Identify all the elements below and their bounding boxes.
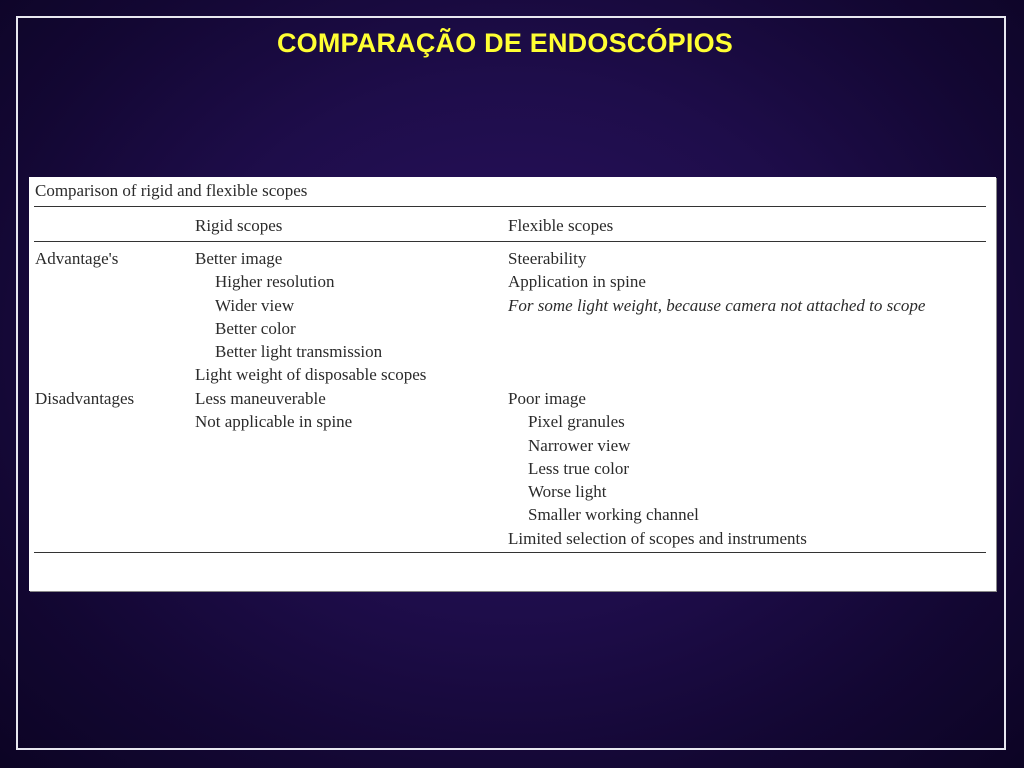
disadvantages-flexible-list — [508, 387, 807, 550]
table-caption: Comparison of rigid and flexible scopes — [35, 181, 308, 200]
list-item: Worse light — [528, 482, 607, 502]
list-item: Steerability — [508, 249, 587, 268]
list-item: Application in spine — [508, 272, 646, 292]
row-label-disadvantages: Disadvantages — [35, 389, 135, 408]
table-rule-top — [34, 206, 986, 207]
list-item: Poor image — [508, 389, 586, 408]
advantages-rigid-list — [195, 247, 426, 387]
list-item: Less true color — [528, 458, 630, 478]
list-item: Smaller working channel — [528, 505, 699, 525]
list-item: Wider view — [215, 295, 295, 315]
table-rule-header — [34, 241, 986, 242]
list-item: Not applicable in spine — [195, 412, 353, 432]
list-item: For some light weight, because camera not attached to scope — [508, 295, 926, 315]
list-item: Pixel granules — [528, 412, 625, 432]
advantages-flexible-list — [508, 247, 925, 317]
list-item: Better light transmission — [215, 342, 383, 362]
list-item: Limited selection of scopes and instruments — [508, 528, 807, 548]
disadvantages-rigid-list — [195, 387, 352, 434]
header-rigid-scopes: Rigid scopes — [195, 216, 283, 235]
list-item: Narrower view — [528, 435, 631, 455]
list-item: Higher resolution — [215, 272, 335, 292]
list-item: Better color — [215, 318, 296, 338]
list-item: Less maneuverable — [195, 389, 326, 408]
list-item: Light weight of disposable scopes — [195, 365, 427, 385]
header-flexible-scopes: Flexible scopes — [508, 216, 614, 235]
comparison-table — [29, 177, 996, 591]
table-rule-bottom — [34, 552, 986, 553]
slide-title: COMPARAÇÃO DE ENDOSCÓPIOS — [276, 28, 734, 58]
list-item: Better image — [195, 249, 283, 268]
row-label-advantages: Advantage's — [35, 249, 119, 268]
